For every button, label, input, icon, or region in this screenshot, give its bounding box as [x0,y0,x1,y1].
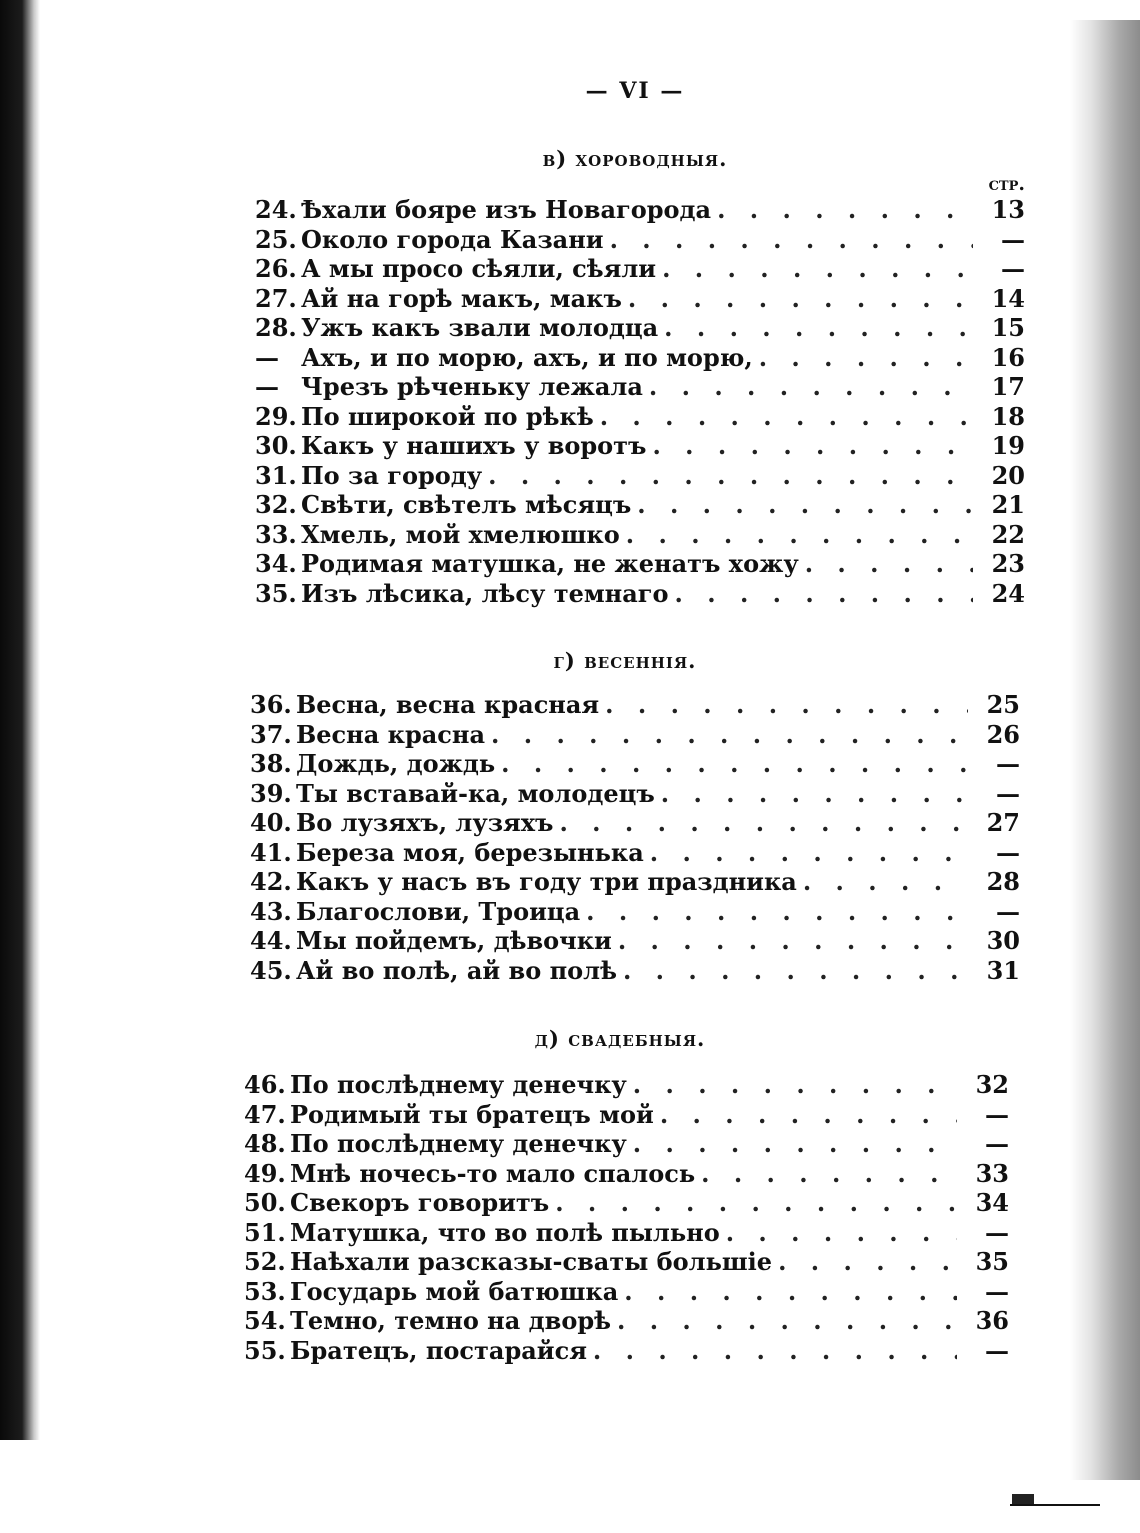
entry-page: — [996,749,1020,778]
entry-page: 22 [991,519,1025,549]
entry-title: Во лузяхъ, лузяхъ [296,808,554,837]
entry-title: По послѣднему денечку [290,1070,627,1099]
toc-entry [250,690,1020,720]
toc-entry [244,1100,1009,1130]
entry-number: 45. [250,955,292,985]
toc-entry [250,808,1020,838]
entry-title: По за городу [301,460,483,490]
toc-entry [244,1129,1009,1159]
entry-page: 19 [991,431,1025,460]
entry-number: — [255,342,279,372]
entry-page: — [996,778,1020,808]
toc-entry [250,779,1020,809]
entry-number: 55. [244,1335,286,1365]
entry-title: Ужъ какъ звали молодца [301,313,659,342]
entry-page: 17 [991,372,1025,401]
entry-number: 46. [244,1070,286,1099]
dot-leader [633,1070,957,1099]
entry-title: Какъ у насъ въ году три праздника [296,867,797,896]
dot-leader [662,254,973,283]
toc-list-khorovodnye [255,195,1025,608]
dot-leader [803,867,968,896]
entry-number: 29. [255,401,297,431]
dot-leader [600,402,973,431]
dot-leader [701,1159,957,1188]
toc-list-vesennie [250,690,1020,985]
entry-number: 31. [255,460,297,490]
entry-title: Дождь, дождь [296,749,496,778]
entry-number: 50. [244,1188,286,1217]
entry-number: 42. [250,867,292,896]
page-number: — VI — [585,78,685,104]
entry-page: 27 [986,808,1020,837]
dot-leader [624,1277,957,1306]
dot-leader [661,779,968,808]
entry-number: 53. [244,1276,286,1306]
dot-leader [675,579,973,608]
entry-title: Какъ у нашихъ у воротъ [301,431,647,460]
entry-number: 41. [250,837,292,867]
toc-entry [255,431,1025,461]
entry-number: 25. [255,224,297,254]
entry-title: Государь мой батюшка [290,1276,619,1306]
entry-page: 14 [991,283,1025,313]
toc-entry [255,549,1025,579]
dot-leader [650,838,968,867]
entry-number: 49. [244,1158,286,1188]
toc-entry [255,313,1025,343]
toc-entry [255,490,1025,520]
dot-leader [637,490,973,519]
scan-left-edge [0,0,40,1440]
entry-title: Изъ лѣсика, лѣсу темнаго [301,578,669,608]
entry-page: 32 [975,1070,1009,1099]
entry-number: 30. [255,431,297,460]
entry-number: 44. [250,926,292,955]
section-heading-khorovodnye: в) хороводныя. [542,146,728,171]
toc-entry [250,926,1020,956]
toc-entry [250,749,1020,779]
dot-leader [501,749,968,778]
entry-number: 27. [255,283,297,313]
toc-entry [244,1277,1009,1307]
dot-leader [623,956,968,985]
entry-page: 34 [975,1188,1009,1217]
entry-page: — [1001,224,1025,254]
toc-entry [244,1247,1009,1277]
entry-number: 39. [250,778,292,808]
entry-title: Ай во полѣ, ай во полѣ [296,955,617,985]
entry-page: 33 [975,1158,1009,1188]
entry-title: Родимая матушка, не женатъ хожу [301,549,799,578]
entry-page: 35 [975,1247,1009,1276]
toc-entry [255,254,1025,284]
entry-page: — [985,1099,1009,1129]
entry-page: 26 [986,719,1020,749]
dot-leader [805,549,973,578]
entry-page: — [985,1217,1009,1247]
entry-number: 26. [255,254,297,283]
toc-entry [255,225,1025,255]
toc-entry [255,343,1025,373]
footer-mark [1010,1504,1100,1506]
entry-title: Братецъ, постарайся [290,1335,587,1365]
dot-leader [717,195,973,224]
entry-page: 21 [991,490,1025,519]
entry-number: — [255,372,279,401]
toc-entry [244,1159,1009,1189]
scan-right-edge [1070,20,1140,1480]
entry-page: 31 [986,955,1020,985]
toc-entry [255,284,1025,314]
section-heading-vesennie: г) весеннія. [553,648,697,673]
page-column-label: стр. [988,173,1025,195]
entry-page: 24 [991,578,1025,608]
section-heading-svadebnye: д) свадебныя. [534,1026,706,1051]
dot-leader [778,1247,957,1276]
entry-number: 48. [244,1129,286,1158]
toc-entry [244,1188,1009,1218]
dot-leader [617,1306,957,1335]
entry-number: 28. [255,313,297,342]
entry-title: Родимый ты братецъ мой [290,1099,654,1129]
entry-page: 18 [991,401,1025,431]
entry-title: Темно, темно на дворѣ [290,1306,611,1335]
entry-page: — [985,1129,1009,1158]
entry-title: А мы просо сѣяли, сѣяли [301,254,657,283]
toc-entry [250,897,1020,927]
toc-entry [255,461,1025,491]
entry-title: Ты вставай-ка, молодецъ [296,778,655,808]
toc-entry [244,1070,1009,1100]
entry-number: 32. [255,490,297,519]
entry-page: 13 [991,195,1025,224]
entry-number: 37. [250,719,292,749]
dot-leader [660,1100,957,1129]
entry-number: 40. [250,808,292,837]
entry-number: 51. [244,1217,286,1247]
entry-number: 34. [255,549,297,578]
dot-leader [628,284,973,313]
entry-title: Ай на горѣ макъ, макъ [301,283,622,313]
dot-leader [618,926,968,955]
toc-entry [255,195,1025,225]
dot-leader [726,1218,957,1247]
entry-page: 20 [991,460,1025,490]
entry-number: 35. [255,578,297,608]
toc-list-svadebnye [244,1070,1009,1365]
toc-entry [250,867,1020,897]
entry-number: 43. [250,896,292,926]
entry-page: 30 [986,926,1020,955]
dot-leader [586,897,968,926]
dot-leader [759,343,973,372]
entry-page: 15 [991,313,1025,342]
entry-title: Береза моя, березынька [296,837,644,867]
entry-number: 54. [244,1306,286,1335]
entry-page: 36 [975,1306,1009,1335]
dot-leader [555,1188,957,1217]
entry-title: Весна, весна красная [296,690,600,719]
entry-title: Мнѣ ночесь-то мало спалось [290,1158,696,1188]
entry-number: 33. [255,519,297,549]
dot-leader [610,225,973,254]
entry-title: Благослови, Троица [296,896,581,926]
entry-page: — [985,1335,1009,1365]
entry-number: 52. [244,1247,286,1276]
entry-title: Свекоръ говоритъ [290,1188,550,1217]
entry-page: — [996,896,1020,926]
entry-title: Мы пойдемъ, дѣвочки [296,926,612,955]
entry-page: 28 [986,867,1020,896]
entry-title: По послѣднему денечку [290,1129,627,1158]
entry-title: Свѣти, свѣтелъ мѣсяцъ [301,490,632,519]
toc-entry [250,838,1020,868]
entry-title: Матушка, что во полѣ пыльно [290,1217,720,1247]
entry-title: Около города Казани [301,224,604,254]
toc-entry [250,956,1020,986]
entry-title: Хмель, мой хмелюшко [301,519,620,549]
entry-number: 38. [250,749,292,778]
dot-leader [491,720,968,749]
dot-leader [593,1336,957,1365]
entry-page: 23 [991,549,1025,578]
entry-title: Ахъ, и по морю, ахъ, и по морю, [301,342,753,372]
toc-entry [244,1306,1009,1336]
entry-number: 36. [250,690,292,719]
entry-title: Чрезъ рѣченьку лежала [301,372,643,401]
entry-title: Весна красна [296,719,486,749]
dot-leader [605,690,968,719]
dot-leader [664,313,973,342]
toc-entry [255,520,1025,550]
dot-leader [652,431,973,460]
entry-number: 24. [255,195,297,224]
entry-page: — [1001,254,1025,283]
toc-entry [250,720,1020,750]
entry-page: — [985,1276,1009,1306]
toc-entry [255,372,1025,402]
toc-entry [244,1218,1009,1248]
dot-leader [488,461,973,490]
dot-leader [649,372,973,401]
entry-page: 16 [991,342,1025,372]
toc-entry [244,1336,1009,1366]
dot-leader [633,1129,957,1158]
entry-title: Наѣхали разсказы-сваты большіе [290,1247,773,1276]
dot-leader [626,520,973,549]
entry-page: 25 [986,690,1020,719]
entry-title: Ѣхали бояре изъ Новагорода [301,195,712,224]
entry-page: — [996,837,1020,867]
toc-entry [255,402,1025,432]
toc-entry [255,579,1025,609]
dot-leader [559,808,968,837]
entry-number: 47. [244,1099,286,1129]
entry-title: По широкой по рѣкѣ [301,401,594,431]
